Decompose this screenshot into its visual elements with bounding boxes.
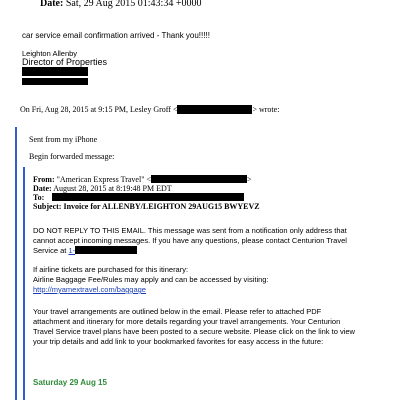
travel-line: attachment and itinerary for more details regarding your travel arrangements. Your Centurion: [33, 317, 341, 326]
fwd-date-value: August 28, 2015 at 8:19:48 PM EDT: [53, 184, 172, 193]
redaction-block: [22, 78, 88, 85]
from-value: "American Express Travel" <: [56, 175, 151, 184]
airline-line: If airline tickets are purchased for this itinerary:: [33, 265, 189, 274]
phone-link[interactable]: 1-: [68, 246, 76, 255]
forwarded-subject: [33, 202, 260, 211]
day-heading: Saturday 29 Aug 15: [33, 378, 107, 387]
redaction-block: [52, 193, 244, 201]
header-date: [40, 0, 201, 9]
forwarded-to: [33, 193, 244, 202]
notice-line-phone: [33, 246, 347, 256]
forwarded-from: [33, 175, 252, 184]
subject-value: Invoice for ALLENBY/LEIGHTON 29AUG15 BWYEVZ: [63, 202, 260, 211]
to-label: To:: [33, 193, 45, 202]
attribution-prefix: On Fri, Aug 28, 2015 at 9:15 PM, Lesley Groff <: [20, 105, 178, 114]
forwarded-date: [33, 184, 172, 193]
from-close: >: [246, 175, 252, 184]
subject-label: Subject:: [33, 202, 62, 211]
from-label: From:: [33, 175, 55, 184]
travel-line: Travel Service travel plans have been posted to a secure website. Please click on the link to view: [33, 327, 355, 336]
notice-paragraph: [33, 226, 347, 256]
signature-name: Leighton Allenby: [22, 49, 78, 58]
header-date-value: Sat, 29 Aug 2015 01:43:34 +0000: [65, 0, 202, 9]
fwd-date-label: Date:: [33, 184, 52, 193]
sent-from-line: Sent from my iPhone: [29, 135, 98, 144]
redaction-block: [151, 175, 247, 183]
quote-bar-outer: [15, 127, 17, 400]
attribution-suffix: > wrote:: [252, 105, 280, 114]
redaction-block: [75, 246, 137, 254]
notice-line: Service at: [33, 246, 69, 255]
airline-paragraph: [33, 265, 269, 295]
header-date-label: Date:: [40, 0, 64, 9]
notice-line: DO NOT REPLY TO THIS EMAIL. This message was sent from a notification only address that: [33, 226, 347, 235]
travel-paragraph: [33, 307, 355, 347]
begin-forwarded-line: Begin forwarded message:: [29, 152, 115, 161]
signature-title: Director of Properties: [22, 57, 108, 67]
travel-line: your trip details and add link to your bookmarked favorites for easy access in the future:: [33, 337, 324, 346]
notice-line: cannot accept incoming messages. If you have any questions, please contact Centurion Travel: [33, 236, 347, 245]
travel-line: Your travel arrangements are outlined below in the email. Please refer to attached PDF: [33, 307, 322, 316]
redaction-block: [177, 105, 252, 114]
quote-bar-inner: [23, 167, 25, 400]
airline-line: Airline Baggage Fee/Rules may apply and can be accessed by visiting:: [33, 275, 269, 284]
quote-attribution: [20, 105, 279, 114]
baggage-link[interactable]: http://myamextravel.com/baggage: [33, 285, 146, 294]
reply-body: car service email confirmation arrived - Thank you!!!!!: [22, 31, 210, 40]
redaction-block: [22, 67, 88, 76]
